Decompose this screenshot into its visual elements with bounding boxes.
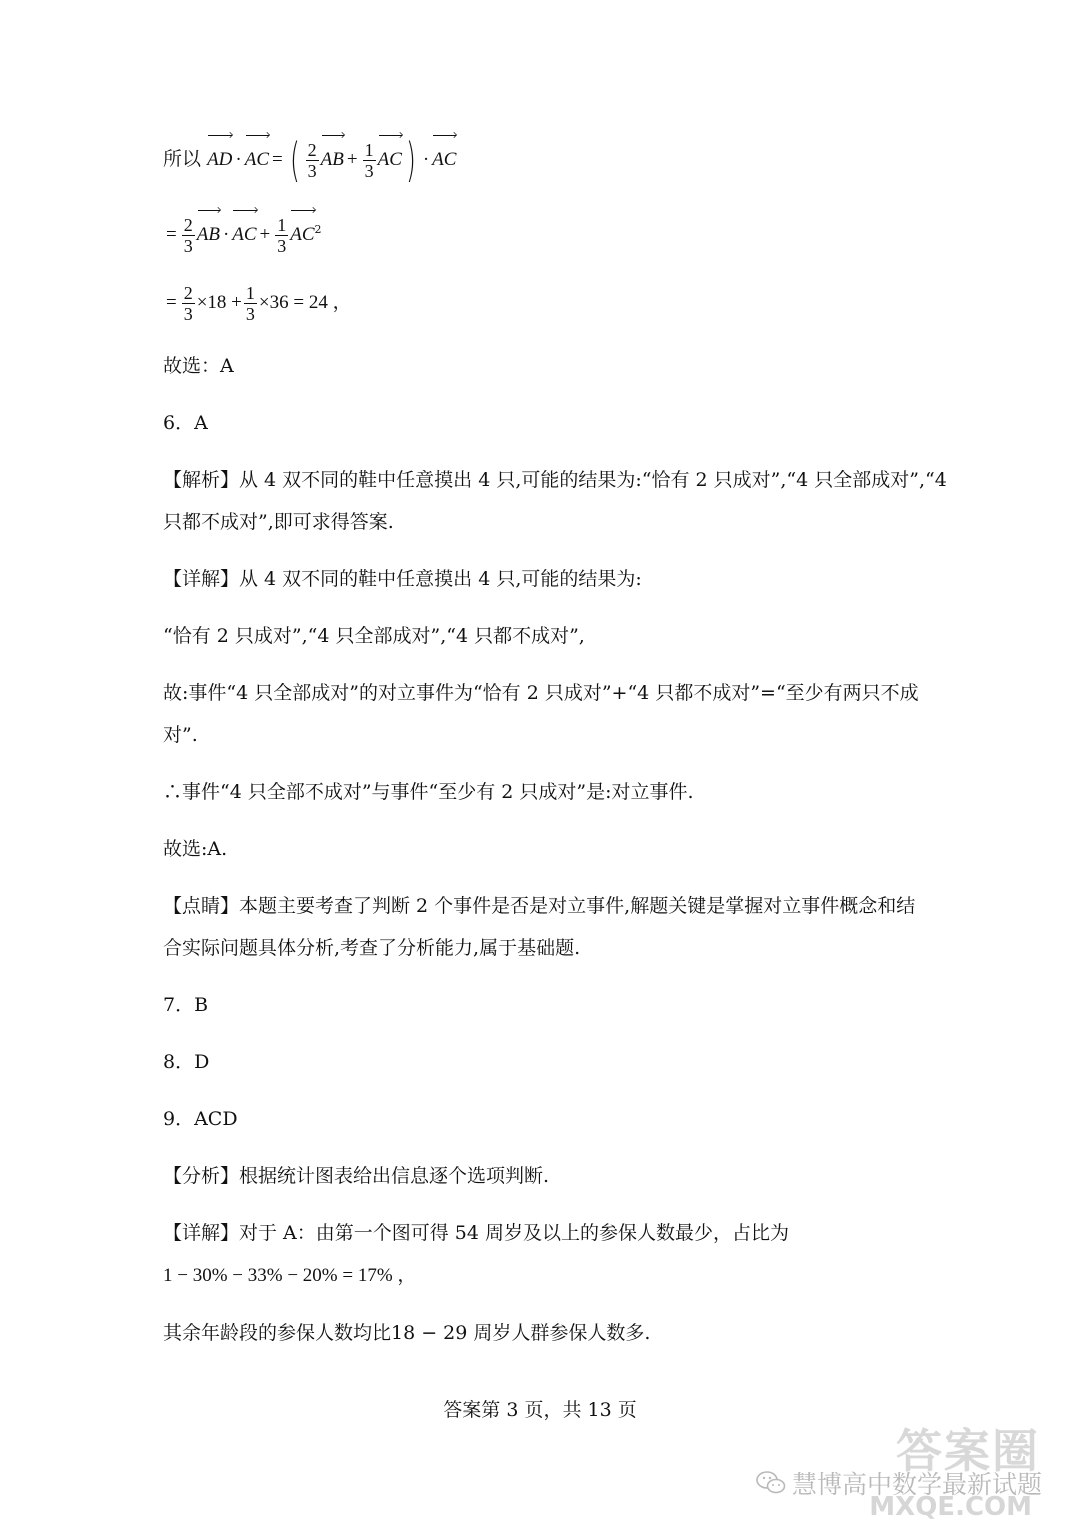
comment-6-line-2: 合实际问题具体分析,考查了分析能力,属于基础题. — [163, 937, 581, 959]
fraction-one-third-c: $\frac{1}{3}$ — [245, 282, 255, 324]
vector-ac-squared: AC — [290, 208, 314, 260]
exponent-two: 2 — [314, 223, 322, 236]
detail-6-line-3: 故:事件“4 只全部成对”的对立事件为“恰有 2 只成对”+“4 只都不成对”=“至少有两只不成 — [163, 682, 919, 704]
analysis-6-line-1: 【解析】从 4 双不同的鞋中任意摸出 4 只,可能的结果为:“恰有 2 只成对”,“4 只全部成对”,“4 — [163, 469, 947, 491]
answer-choice-5: 故选：A — [163, 355, 234, 377]
question-8-answer: 8．D — [163, 1051, 210, 1073]
vector-ac: AC — [245, 133, 269, 185]
eq3-tail: ×18 + — [196, 292, 242, 313]
question-7-answer: 7．B — [163, 994, 209, 1016]
detail-6-line-1: 【详解】从 4 双不同的鞋中任意摸出 4 只,可能的结果为: — [163, 568, 642, 590]
equation-prefix: 所以 — [163, 148, 202, 170]
watermark-account-name: 慧博高中数学最新试题 — [791, 1470, 1042, 1499]
fraction-one-third: $\frac{1}{3}$ — [364, 139, 374, 181]
fraction-two-thirds-c: $\frac{2}{3}$ — [183, 282, 193, 324]
detail-6-line-2: “恰有 2 只成对”,“4 只全部成对”,“4 只都不成对”, — [163, 625, 585, 647]
watermark-url: MXQE.COM — [869, 1492, 1032, 1522]
equation-line-1: 所以 AD · AC = ( $\frac{2}{3}$ AB + $\frac{1}{3}$ AC) · AC — [163, 133, 457, 187]
question-9-answer: 9．ACD — [163, 1108, 238, 1130]
page-footer: 答案第 3 页，共 13 页 — [443, 1399, 637, 1421]
left-paren: ( — [289, 133, 300, 187]
wechat-icon — [756, 1470, 786, 1496]
detail-6-line-5: ∴事件“4 只全部不成对”与事件“至少有 2 只成对”是:对立事件. — [163, 781, 694, 803]
fraction-two-thirds-b: $\frac{2}{3}$ — [183, 214, 193, 256]
analysis-9: 【分析】根据统计图表给出信息逐个选项判断. — [163, 1165, 550, 1187]
question-6-answer: 6．A — [163, 412, 208, 434]
vector-ab-b: AB — [197, 208, 220, 260]
vector-ac-3: AC — [432, 133, 456, 185]
vector-ac-2: AC — [378, 133, 402, 185]
detail-6-line-4: 对”. — [163, 724, 198, 746]
detail-9-line-1: 【详解】对于 A：由第一个图可得 54 周岁及以上的参保人数最少，占比为 — [163, 1222, 790, 1244]
eq3-result: ×36 = 24 ， — [258, 292, 352, 313]
vector-ac-b: AC — [232, 208, 256, 260]
watermark-logo: 答案圈 — [896, 1424, 1040, 1478]
fraction-two-thirds: $\frac{2}{3}$ — [307, 139, 317, 181]
vector-ad: AD — [207, 133, 232, 185]
detail-9-line-2: 1 − 30% − 33% − 20% = 17% ， — [163, 1265, 417, 1286]
equation-line-2: = $\frac{2}{3}$ AB · AC + $\frac{1}{3}$ $AC^2$ — [163, 205, 322, 260]
analysis-6-line-2: 只都不成对”,即可求得答案. — [163, 511, 394, 533]
vector-ab: AB — [321, 133, 344, 185]
equation-line-3: = $\frac{2}{3}$ ×18 + $\frac{1}{3}$ ×36 = 24 ， — [166, 282, 352, 324]
detail-9-line-3: 其余年龄段的参保人数均比18 − 29 周岁人群参保人数多. — [163, 1322, 651, 1344]
answer-choice-6: 故选:A. — [163, 838, 228, 860]
comment-6-line-1: 【点睛】本题主要考查了判断 2 个事件是否是对立事件,解题关键是掌握对立事件概念和结 — [163, 895, 916, 917]
right-paren: ) — [405, 133, 416, 187]
fraction-one-third-b: $\frac{1}{3}$ — [277, 214, 287, 256]
